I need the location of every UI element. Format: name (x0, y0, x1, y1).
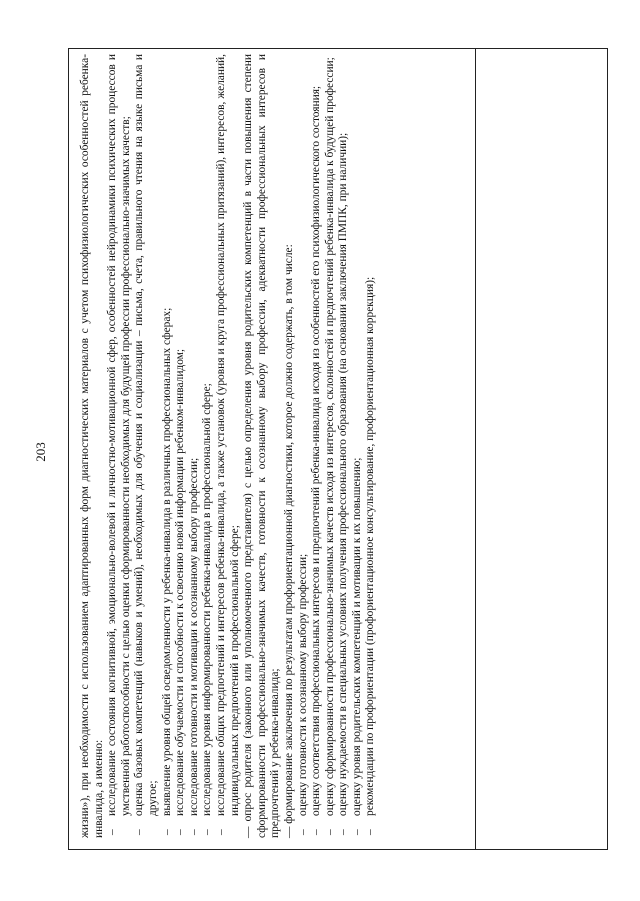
dash-marker: – (174, 829, 187, 835)
list-item-text: оценка базовых компетенций (навыков и умений), необходимых для обучения и социализации – письма, счета, правильного чтения на языке письма и другое; (133, 54, 159, 816)
right-cell (476, 49, 607, 849)
list-item (337, 54, 351, 838)
list-item (106, 54, 133, 838)
list-item-text: оценку готовности к осознанному выбору профессии; (296, 553, 309, 816)
conclusion-paragraph: — формирование заключения по результатам профориентационной диагностики, которое должно содержать, в том числе: (282, 244, 295, 838)
list-item (174, 54, 188, 838)
dash-marker: – (214, 829, 227, 835)
list-item-text: исследование состояния когнитивной, эмоционально-волевой и личностно-мотивационной сфер, особенностей нейродинамики психических процессов и умственной работоспособности с целью оценки сформированности необходимых для будущей профессии профессионально-значимых качеств; (106, 54, 132, 816)
list-item (161, 54, 175, 838)
dash-marker: – (350, 829, 363, 835)
list-item-text: рекомендации по профориентации (профориентационное консультирование, профориентационная коррекция); (364, 276, 377, 816)
list-item (201, 54, 215, 838)
list-item (188, 54, 202, 838)
list-item-text: исследование общих предпочтений и интересов ребенка-инвалида, а также установок (уровня и круга профессиональных притязаний), интересов, желаний, индивидуальных предпочтений в профессиональной сфере; (214, 54, 241, 816)
parent-survey-paragraph: — опрос родителя (законного или уполномоченного представителя) с целью определения уровня родительских компетенций в части повышения степени сформированности профессионально-значимых качеств, готовности к осознанному выбору профессии, адекватности профессиональных интересов и предпочтений у ребенка-инвалида; (242, 54, 282, 838)
left-cell-text (71, 48, 475, 850)
dash-marker: – (323, 829, 336, 835)
list-item-text: оценку нуждаемости в специальных условиях получения профессионального образования (на основании заключения ПМПК, при наличии); (337, 132, 350, 816)
list-item-text: исследование уровня информированности ребенка-инвалида в профессиональной сфере; (201, 383, 214, 816)
dash-marker: – (133, 829, 146, 835)
list-item (297, 54, 311, 838)
list-item (310, 54, 324, 838)
list-item-text: оценку сформированности профессионально-значимых качеств исходя из интересов, склонностей и предпочтений ребенка-инвалида к будущей профессии; (323, 57, 336, 816)
dash-marker: – (187, 829, 200, 835)
dash-marker: – (201, 829, 214, 835)
list-item (364, 54, 378, 838)
list-item-text: исследование обучаемости и способности к освоению новой информации ребенком-инвалидом; (174, 348, 187, 816)
dash-marker: – (310, 829, 323, 835)
document-table (68, 48, 608, 850)
list-item-text: оценку соответствия профессиональных интересов и предпочтений ребенка-инвалида исходя из особенностей его психофизиологического состояния; (310, 85, 323, 816)
list-item-text: выявление уровня общей осведомленности у ребенка-инвалида в различных профессиональных сферах; (160, 307, 173, 816)
intro-paragraph: жизни»), при необходимости с использованием адаптированных форм диагностических материалов с учетом психофизиологических особенностей ребенка-инвалида, а именно: (79, 54, 105, 838)
list-item-text: оценку уровня родительских компетенций и мотивации к их повышению; (350, 457, 363, 816)
dash-marker: – (364, 829, 377, 835)
list-item (215, 54, 242, 838)
dash-marker: – (160, 829, 173, 835)
dash-marker: – (106, 829, 119, 835)
dash-marker: – (337, 829, 350, 835)
page-number: 203 (33, 442, 48, 462)
list-item (324, 54, 338, 838)
dash-marker: – (296, 829, 309, 835)
list-item (351, 54, 365, 838)
list-item-text: исследование готовности и мотивации к осознанному выбору профессии; (187, 457, 200, 816)
list-item (133, 54, 160, 838)
